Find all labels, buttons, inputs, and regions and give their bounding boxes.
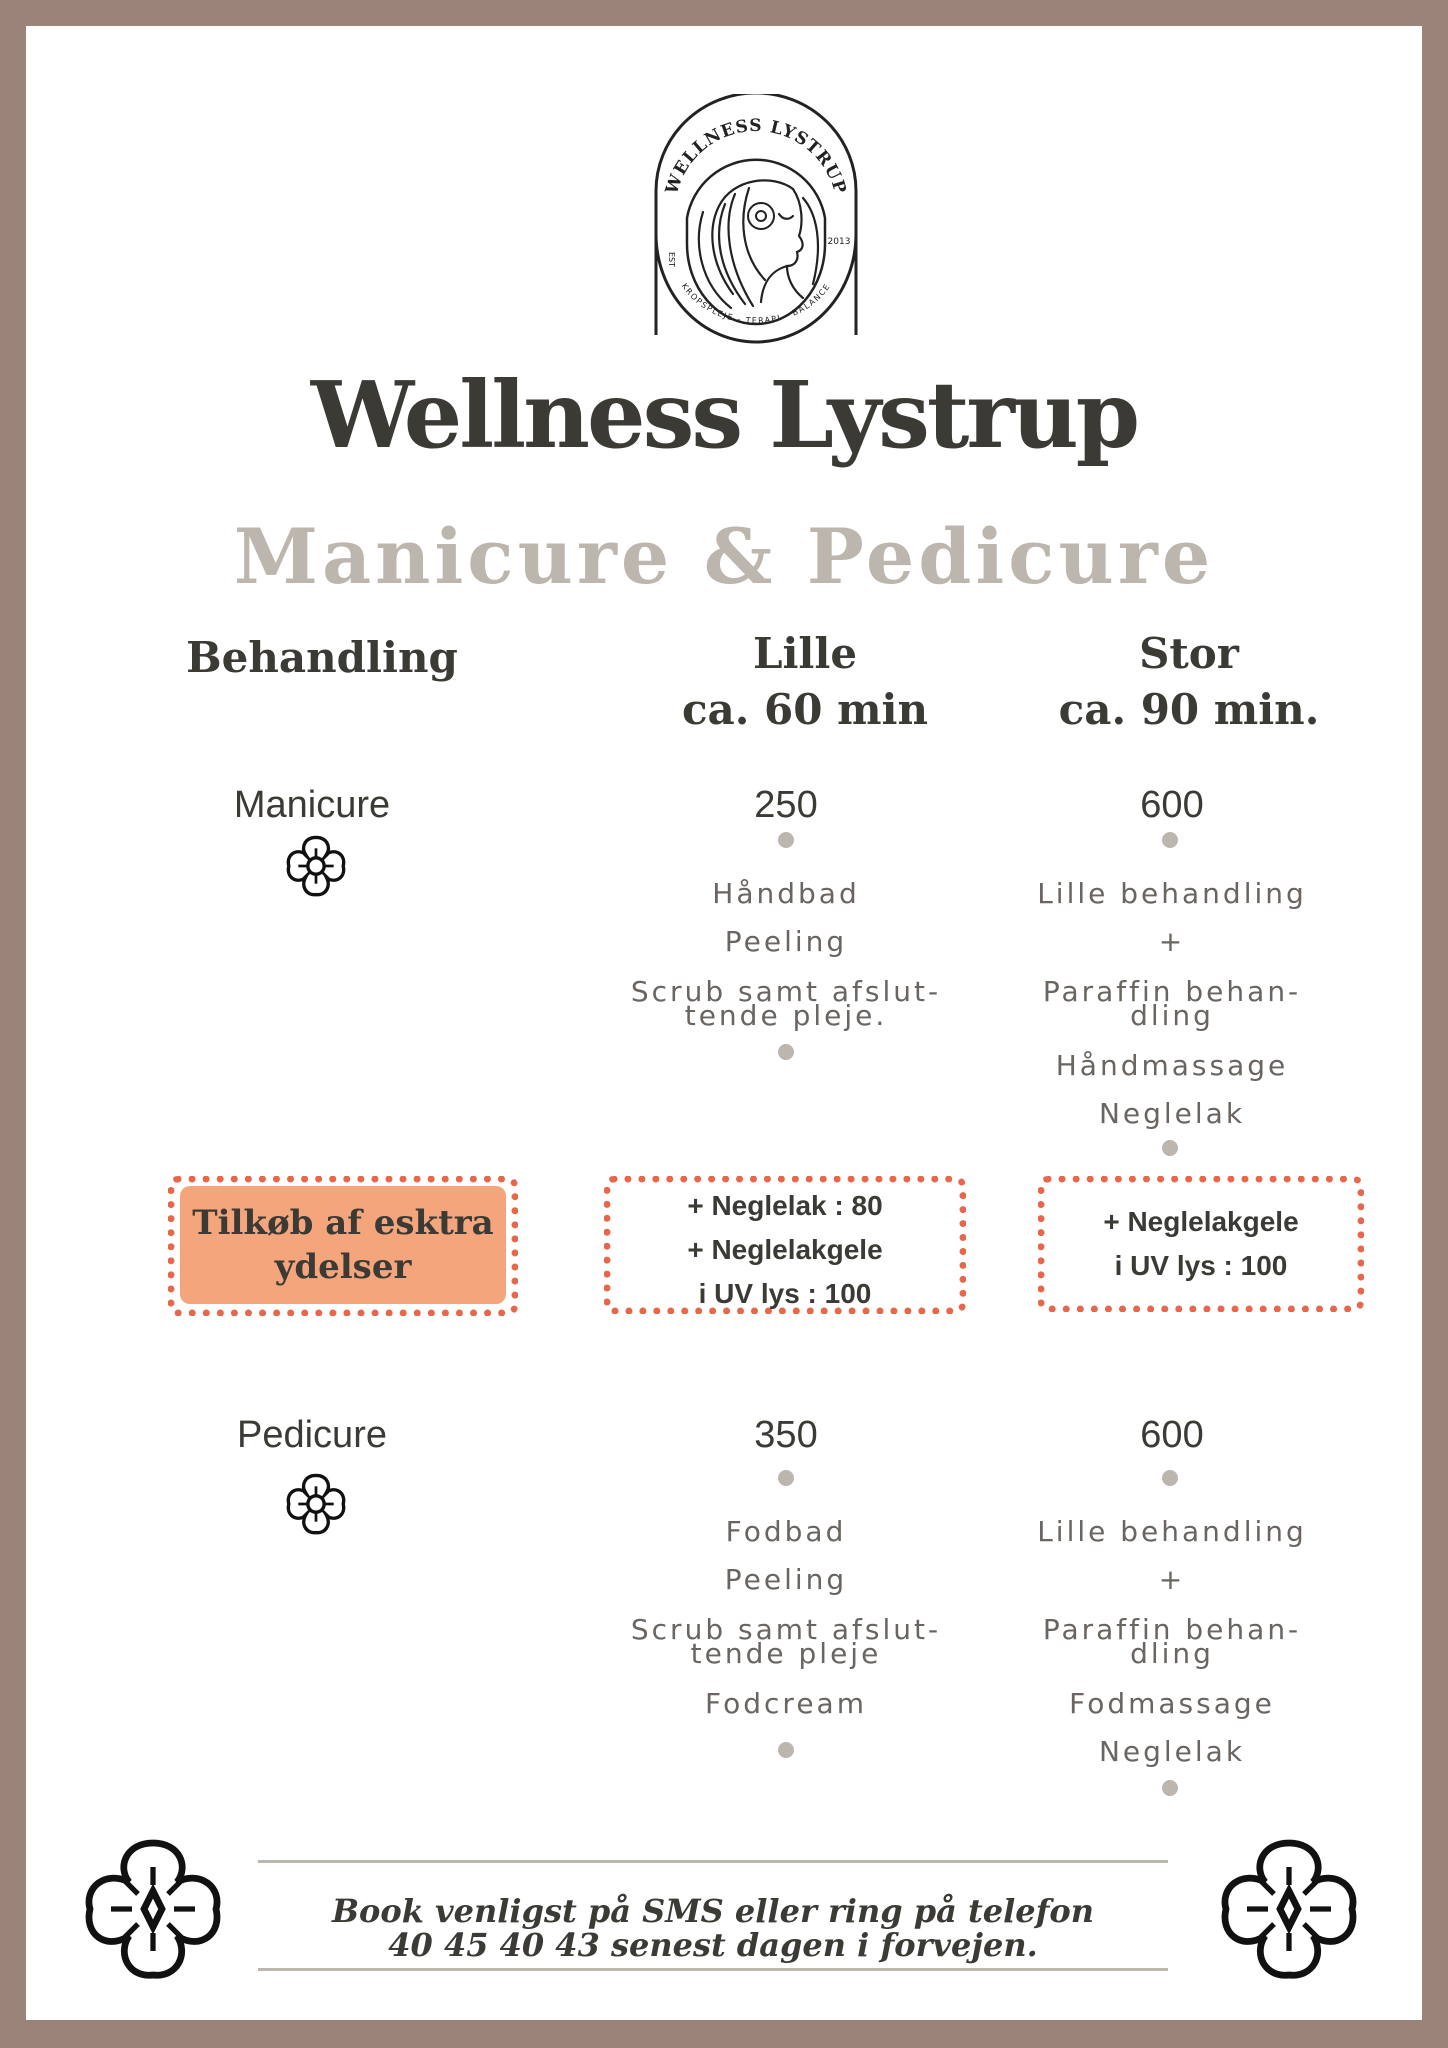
- svg-text:WELLNESS LYSTRUP: [662, 116, 850, 198]
- pedicure-large-feature: Neglelak: [1098, 1735, 1246, 1768]
- page-subtitle: Manicure & Pedicure: [233, 512, 1215, 601]
- manicure-large-feature: dling: [1130, 999, 1214, 1032]
- separator-dot: [1162, 832, 1178, 848]
- separator-dot: [1162, 1470, 1178, 1486]
- addon-small-line: + Neglelakgele: [687, 1234, 883, 1265]
- logo-arc-text: WELLNESS LYSTRUP: [661, 115, 850, 197]
- column-large-duration: ca. 90 min.: [1058, 685, 1320, 734]
- pedicure-large-feature: +: [1158, 1563, 1186, 1596]
- addon-label-line1: Tilkøb af esktra: [192, 1203, 494, 1243]
- addon-large-line: i UV lys : 100: [1114, 1250, 1288, 1281]
- manicure-large-feature: Håndmassage: [1055, 1049, 1289, 1082]
- column-treatment-label: Behandling: [186, 633, 458, 682]
- addon-small-line: + Neglelak : 80: [687, 1190, 883, 1221]
- footer-rule-top: [258, 1860, 1168, 1863]
- manicure-small-feature: Håndbad: [712, 877, 860, 910]
- booking-note: [258, 1894, 1168, 1962]
- separator-dot: [778, 1470, 794, 1486]
- pedicure-large-feature: dling: [1130, 1637, 1214, 1670]
- manicure-large-feature: Paraffin behan-: [1042, 975, 1302, 1008]
- footer-rule-bottom: [258, 1968, 1168, 1971]
- addon-large-line: + Neglelakgele: [1103, 1206, 1299, 1237]
- pedicure-large-feature: Paraffin behan-: [1042, 1613, 1302, 1646]
- column-small-name: Lille: [752, 629, 858, 678]
- wellness-lystrup-logo: [653, 94, 859, 346]
- pedicure-large-price: 600: [1140, 1414, 1204, 1456]
- pedicure-small-feature: Peeling: [724, 1563, 848, 1596]
- price-list-page: [26, 26, 1422, 2020]
- manicure-large-feature: Neglelak: [1098, 1097, 1246, 1130]
- separator-dot: [778, 1742, 794, 1758]
- manicure-small-price: 250: [754, 784, 818, 826]
- svg-text:KROPSPLEJE - TERAPI - BALANCE: [680, 282, 832, 326]
- brand-title: Wellness Lystrup: [310, 361, 1138, 469]
- column-large: [1014, 626, 1364, 738]
- separator-dot: [1162, 1140, 1178, 1156]
- addon-large-text: [1038, 1200, 1364, 1288]
- column-small: [630, 626, 980, 738]
- pedicure-large-feature: Fodmassage: [1069, 1687, 1275, 1720]
- pedicure-small-feature: Scrub samt afslut-: [630, 1613, 942, 1646]
- logo-year: 2013: [827, 237, 851, 247]
- separator-dot: [778, 1044, 794, 1060]
- flower-icon: [282, 1470, 350, 1538]
- logo-est: EST: [667, 252, 676, 268]
- pedicure-small-feature: Fodcream: [705, 1687, 867, 1720]
- pedicure-small-feature: Fodbad: [725, 1515, 847, 1548]
- pedicure-small-price: 350: [754, 1414, 818, 1456]
- flower-icon: [282, 832, 350, 900]
- column-treatment: [172, 630, 472, 686]
- manicure-large-feature: +: [1158, 925, 1186, 958]
- addon-label: [180, 1186, 506, 1304]
- separator-dot: [778, 832, 794, 848]
- booking-note-line2: 40 45 40 43 senest dagen i forvejen.: [388, 1926, 1038, 1964]
- manicure-large-feature: Lille behandling: [1037, 877, 1307, 910]
- addon-small-text: [604, 1184, 966, 1316]
- booking-note-line1: Book venligst på SMS eller ring på telefon: [331, 1892, 1095, 1930]
- manicure-small-feature: Peeling: [724, 925, 848, 958]
- manicure-small-feature: tende pleje.: [684, 999, 888, 1032]
- logo-flower: [748, 203, 774, 229]
- manicure-large-price: 600: [1140, 784, 1204, 826]
- pedicure-name: Pedicure: [237, 1414, 387, 1456]
- column-small-duration: ca. 60 min: [681, 685, 929, 734]
- separator-dot: [1162, 1780, 1178, 1796]
- pedicure-large-feature: Lille behandling: [1037, 1515, 1307, 1548]
- addon-label-line2: ydelser: [274, 1247, 412, 1287]
- addon-small-line: i UV lys : 100: [698, 1278, 872, 1309]
- flower-icon: [78, 1834, 228, 1984]
- pedicure-small-feature: tende pleje: [690, 1637, 882, 1670]
- column-large-name: Stor: [1139, 629, 1239, 678]
- logo-bottom-arc: KROPSPLEJE - TERAPI - BALANCE: [679, 281, 833, 326]
- flower-icon: [1214, 1834, 1364, 1984]
- manicure-small-feature: Scrub samt afslut-: [630, 975, 942, 1008]
- manicure-name: Manicure: [233, 784, 391, 826]
